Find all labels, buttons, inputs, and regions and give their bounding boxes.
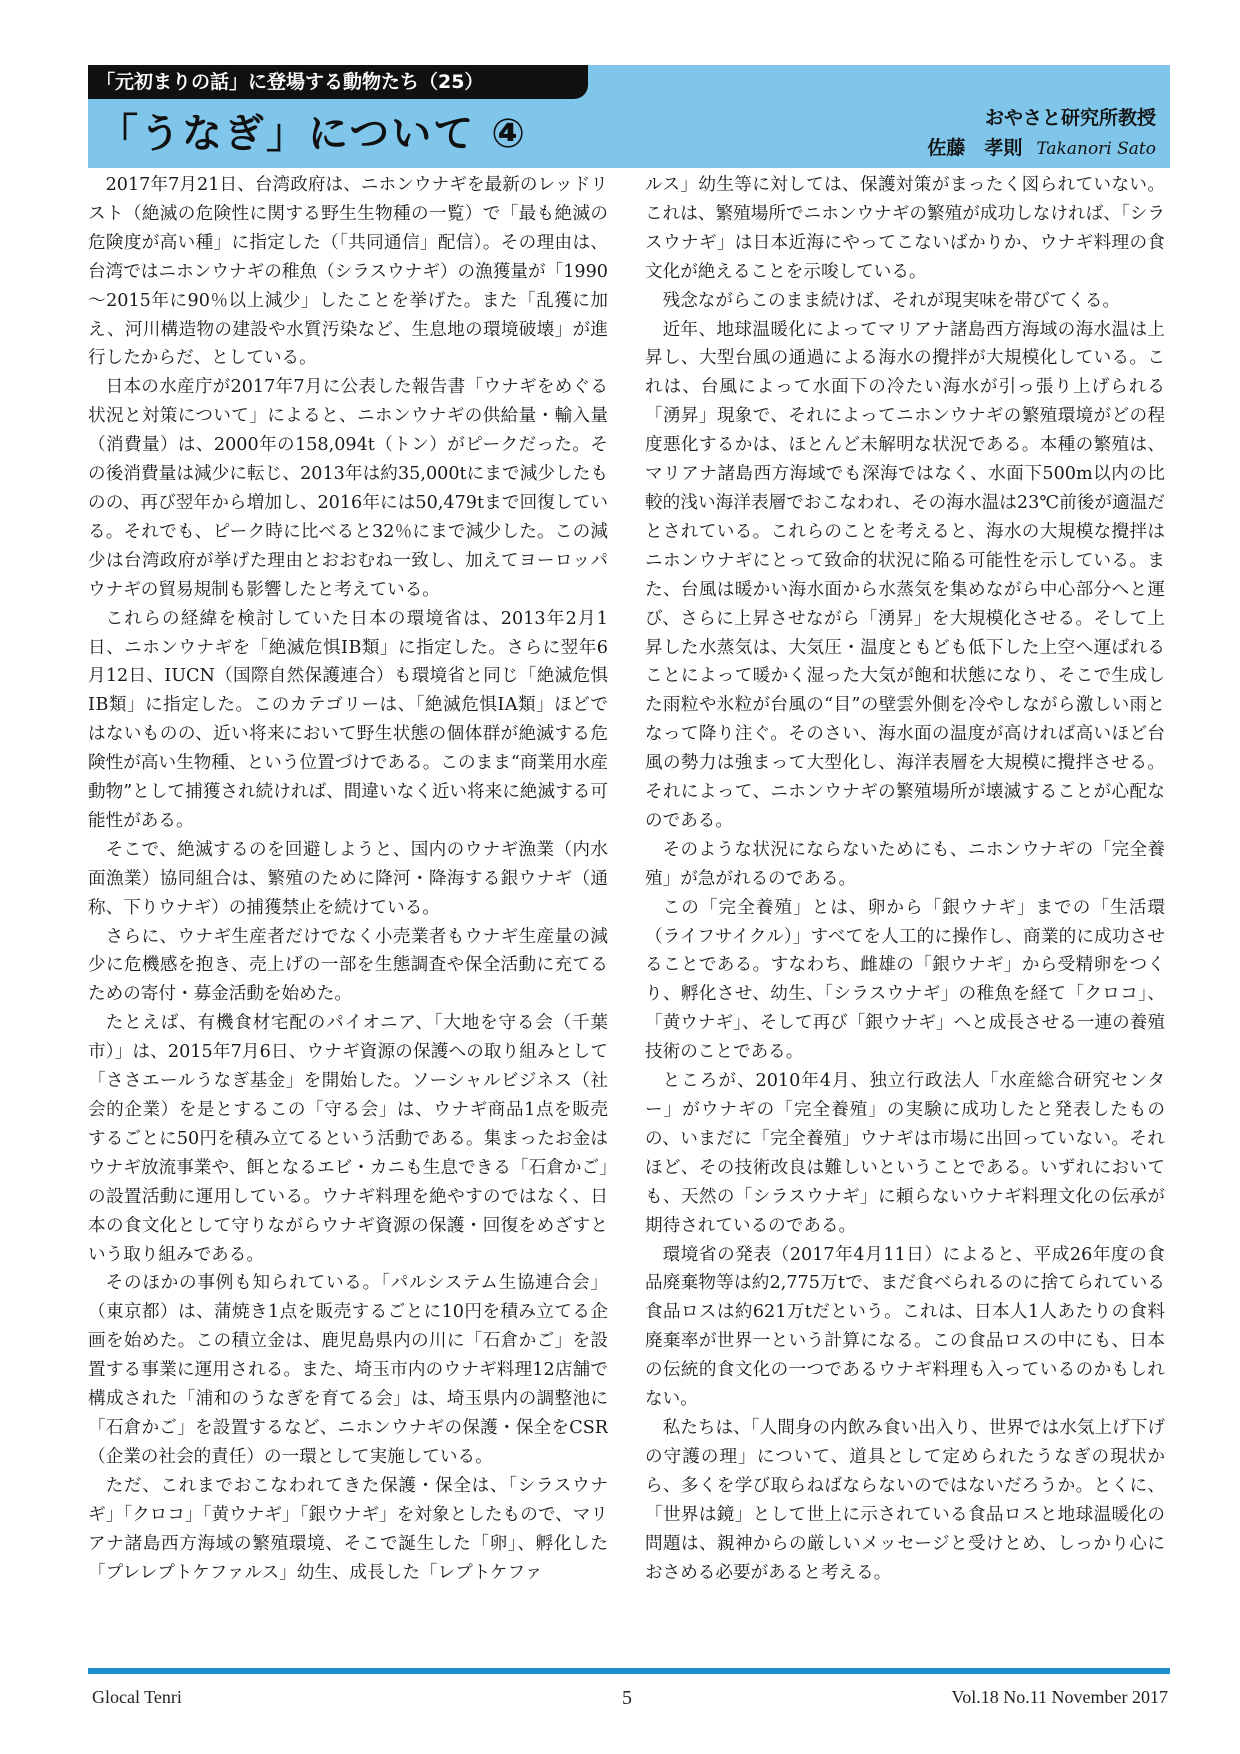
paragraph: 日本の水産庁が2017年7月に公表した報告書「ウナギをめぐる状況と対策について」によると、ニホンウナギの供給量・輸入量（消費量）は、2000年の158,094t（トン）がピークだった。その後消費量は減少に転じ、2013年は約35,000tにまで減少したものの、再び翌年から増加し、2016年には50,479tまで回復している。それでも、ピーク時に比べると32％にまで減少した。この減少は台湾政府が挙げた理由とおおむね一致し、加えてヨーロッパウナギの貿易規制も影響したと考えている。	[88, 377, 608, 600]
article-title: 「うなぎ」について ④	[98, 111, 527, 157]
paragraph: そのような状況にならないためにも、ニホンウナギの「完全養殖」が急がれるのである。	[645, 839, 1165, 889]
page-number: 5	[622, 1687, 632, 1709]
paragraph: ところが、2010年4月、独立行政法人「水産総合研究センター」がウナギの「完全養殖」の実験に成功したと発表したものの、いまだに「完全養殖」ウナギは市場に出回っていない。それほど、その技術改良は難しいということである。いずれにおいても、天然の「シラスウナギ」に頼らないウナギ料理文化の伝承が期待されているのである。	[645, 1071, 1165, 1236]
paragraph: たとえば、有機食材宅配のパイオニア、「大地を守る会（千葉市）」は、2015年7月6日、ウナギ資源の保護への取り組みとして「ささエールうなぎ基金」を開始した。ソーシャルビジネス（社会的企業）を是とするこの「守る会」は、ウナギ商品1点を販売するごとに50円を積み立てるという活動である。集まったお金はウナギ放流事業や、餌となるエビ・カニも生息できる「石倉かご」の設置活動に運用している。ウナギ料理を絶やすのではなく、日本の食文化として守りながらウナギ資源の保護・回復をめざすという取り組みである。	[88, 1013, 608, 1265]
paragraph: ただ、これまでおこなわれてきた保護・保全は、「シラスウナギ」「クロコ」「黄ウナギ」「銀ウナギ」を対象としたもので、マリアナ諸島西方海域の繁殖環境、そこで誕生した「卵」、孵化した「プレレプトケファルス」幼生、成長した「レプトケファ	[88, 1475, 608, 1583]
series-label: 「元初まりの話」に登場する動物たち（25）	[88, 65, 588, 99]
author-name-en: Takanori Sato	[1036, 139, 1156, 159]
paragraph: この「完全養殖」とは、卵から「銀ウナギ」までの「生活環（ライフサイクル）」すべてを人工的に操作し、商業的に成功させることである。すなわち、雌雄の「銀ウナギ」から受精卵をつくり、孵化させ、幼生、「シラスウナギ」の稚魚を経て「クロコ」、「黄ウナギ」、そして再び「銀ウナギ」へと成長させる一連の養殖技術のことである。	[645, 897, 1165, 1063]
paragraph: 環境省の発表（2017年4月11日）によると、平成26年度の食品廃棄物等は約2,775万tで、まだ食べられるのに捨てられている食品ロスは約621万tだという。これは、日本人1人あたりの食料廃棄率が世界一という計算になる。この食品ロスの中にも、日本の伝統的食文化の一つであるウナギ料理も入っているのかもしれない。	[645, 1244, 1165, 1410]
paragraph: これらの経緯を検討していた日本の環境省は、2013年2月1日、ニホンウナギを「絶滅危惧ⅠB類」に指定した。さらに翌年6月12日、IUCN（国際自然保護連合）も環境省と同じ「絶滅危惧ⅠB類」に指定した。このカテゴリーは、「絶滅危惧ⅠA類」ほどではないものの、近い将来において野生状態の個体群が絶滅する危険性が高い生物種、という位置づけである。このまま“商業用水産動物”として捕獲され続ければ、間違いなく近い将来に絶滅する可能性がある。	[88, 608, 608, 831]
publication-name: Glocal Tenri	[92, 1687, 182, 1707]
paragraph: 近年、地球温暖化によってマリアナ諸島西方海域の海水温は上昇し、大型台風の通過による海水の攪拌が大規模化している。これは、台風によって水面下の冷たい海水が引っ張り上げられる「湧昇」現象で、それによってニホンウナギの繁殖環境がどの程度悪化するかは、ほとんど未解明な状況である。本種の繁殖は、マリアナ諸島西方海域でも深海ではなく、水面下500m以内の比較的浅い海洋表層でおこなわれ、その海水温は23℃前後が適温だとされている。これらのことを考えると、海水の大規模な攪拌はニホンウナギにとって致命的状況に陥る可能性を示している。また、台風は暖かい海水面から水蒸気を集めながら中心部分へと運び、さらに上昇させながら「湧昇」を大規模化させる。そして上昇した水蒸気は、大気圧・温度ともども低下した上空へ運ばれることによって暖かく湿った大気が飽和状態になり、そこで生成した雨粒や氷粒が台風の“目”の壁雲外側を冷やしながら激しい雨となって降り注ぐ。そのさい、海水面の温度が高ければ高いほど台風の勢力は強まって大型化し、海洋表層を大規模に攪拌させる。それによって、ニホンウナギの繁殖場所が壊滅することが心配なのである。	[645, 319, 1165, 831]
paragraph: そこで、絶滅するのを回避しようと、国内のウナギ漁業（内水面漁業）協同組合は、繁殖のために降河・降海する銀ウナギ（通称、下りウナギ）の捕獲禁止を続けている。	[88, 839, 608, 918]
paragraph: 残念ながらこのまま続けば、それが現実味を帯びてくる。	[662, 290, 1121, 311]
author-affiliation: おやさと研究所教授	[984, 107, 1156, 129]
paragraph: そのほかの事例も知られている。「パルシステム生協連合会」（東京都）は、蒲焼き1点を販売するごとに10円を積み立てる企画を始めた。この積立金は、鹿児島県内の川に「石倉かご」を設置する事業に運用される。また、埼玉市内のウナギ料理12店舗で構成された「浦和のうなぎを育てる会」は、埼玉県内の調整池に「石倉かご」を設置するなど、ニホンウナギの保護・保全をCSR（企業の社会的責任）の一環として実施している。	[88, 1273, 608, 1467]
body-column-left	[88, 171, 608, 1696]
paragraph: 私たちは、「人間身の内飲み食い出入り、世界では水気上げ下げの守護の理」について、道具として定められたうなぎの現状から、多くを学び取らねばならないのではないだろうか。とくに、「世界は鏡」として世上に示されている食品ロスと地球温暖化の問題は、親神からの厳しいメッセージと受けとめ、しっかり心におさめる必要があると考える。	[645, 1417, 1165, 1583]
article-header	[88, 65, 1170, 168]
paragraph-continued: ルス」幼生等に対しては、保護対策がまったく図られていない。これは、繁殖場所でニホンウナギの繁殖が成功しなければ、「シラスウナギ」は日本近海にやってこないばかりか、ウナギ料理の食文化が絶えることを示唆している。	[645, 175, 1165, 282]
footer-rule	[88, 1668, 1170, 1674]
paragraph: 2017年7月21日、台湾政府は、ニホンウナギを最新のレッドリスト（絶滅の危険性に関する野生生物種の一覧）で「最も絶滅の危険度が高い種」に指定した（「共同通信」配信）。その理由は、台湾ではニホンウナギの稚魚（シラスウナギ）の漁獲量が「1990～2015年に90％以上減少」したことを挙げた。また「乱獲に加え、河川構造物の建設や水質汚染など、生息地の環境破壊」が進行したからだ、としている。	[88, 175, 608, 369]
author-name-ja: 佐藤 孝則	[927, 137, 1023, 159]
paragraph: さらに、ウナギ生産者だけでなく小売業者もウナギ生産量の減少に危機感を抱き、売上げの一部を生態調査や保全活動に充てるための寄付・募金活動を始めた。	[88, 926, 608, 1005]
body-column-right	[645, 171, 1165, 1696]
author-byline	[927, 133, 1156, 160]
issue-info: Vol.18 No.11 November 2017	[951, 1687, 1168, 1707]
